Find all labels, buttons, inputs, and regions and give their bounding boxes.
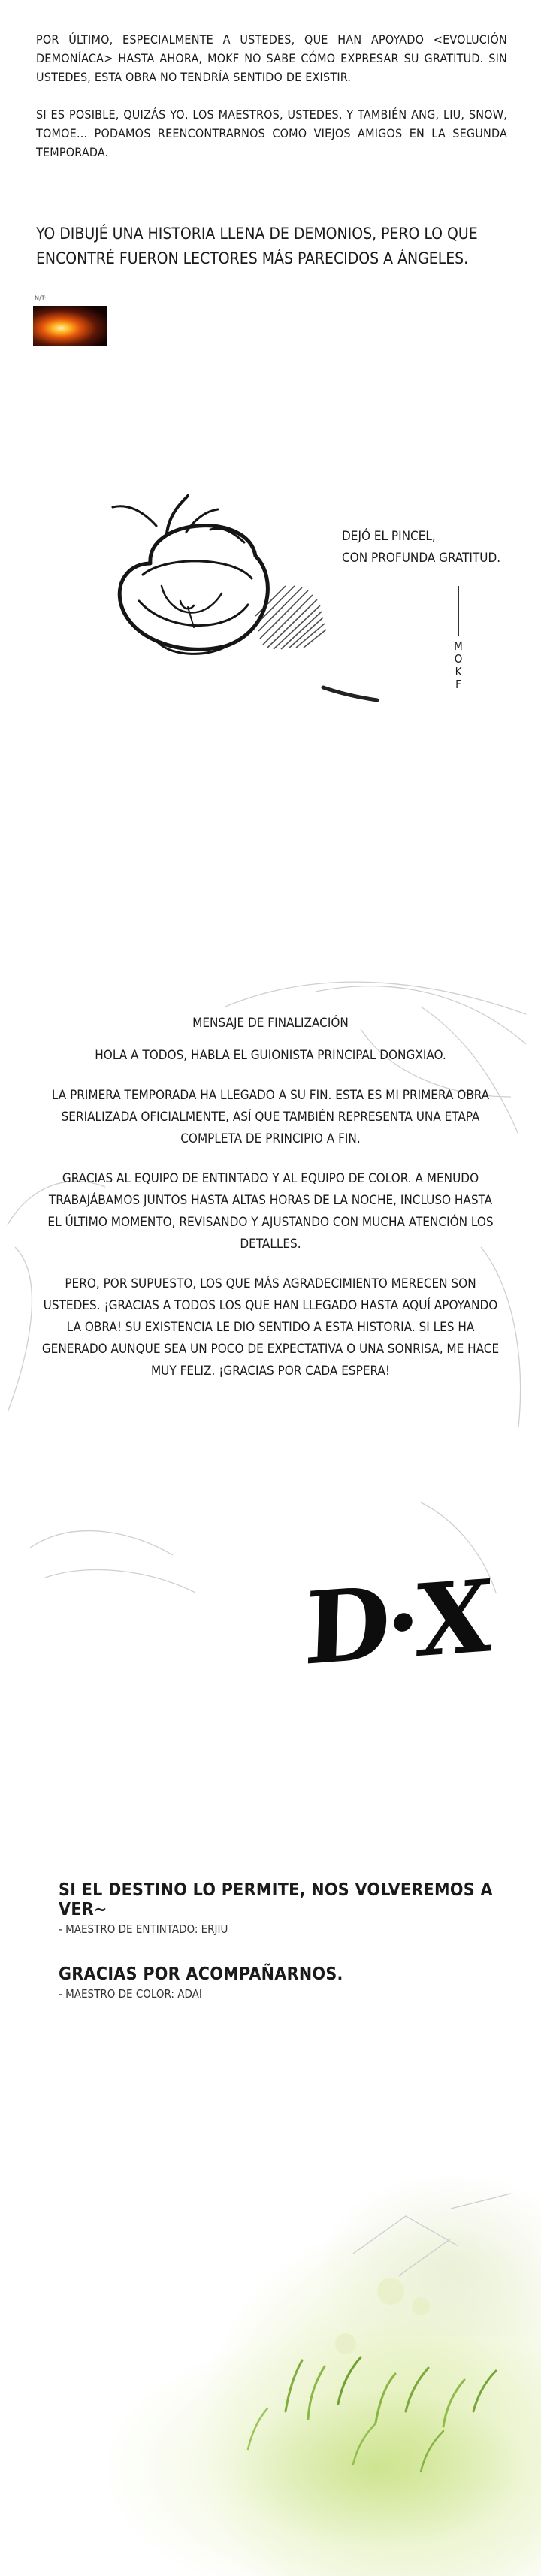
- credits-section: [59, 1880, 517, 2001]
- credit-heading: SI EL DESTINO LO PERMITE, NOS VOLVEREMOS A VER~: [59, 1880, 493, 1919]
- credit-block: [59, 1880, 517, 1936]
- artist-name-vertical: [449, 640, 467, 691]
- credit-role: - MAESTRO DE ENTINTADO: ERJIU: [59, 1922, 228, 1936]
- artist-signoff: [342, 526, 500, 569]
- artist-name-letter: O: [454, 652, 463, 666]
- finale-title: MENSAJE DE FINALIZACIÓN: [192, 1016, 349, 1031]
- fire-thumbnail: [33, 306, 107, 346]
- watercolor-grass-painting: [0, 2164, 541, 2576]
- letter-paragraph: POR ÚLTIMO, ESPECIALMENTE A USTEDES, QUE HAN APOYADO <EVOLUCIÓN DEMONÍACA> HASTA AHORA, MOKF NO SABE CÓMO EXPRESAR SU GRATITUD. SIN USTEDES, ESTA OBRA NO TENDRÍA SENTIDO DE EXISTIR.: [36, 32, 507, 84]
- artist-name-letter: K: [455, 665, 462, 678]
- signoff-divider: [458, 586, 459, 636]
- signoff-line: DEJÓ EL PINCEL,: [342, 529, 436, 544]
- grass-strokes: [0, 2164, 541, 2576]
- finale-paragraph: PERO, POR SUPUESTO, LOS QUE MÁS AGRADECIMIENTO MERECEN SON USTEDES. ¡GRACIAS A TODOS LOS QUE HAN LLEGADO HASTA AQUÍ APOYANDO LA OBRA! SU EXISTENCIA LE DIO SENTIDO A ESTA HISTORIA. SI LES HA GENERADO AUNQUE SEA UN POCO DE EXPECTATIVA O UNA SONRISA, ME HACE MUY FELIZ. ¡GRACIAS POR CADA ESPERA!: [41, 1276, 500, 1379]
- closing-statement: [36, 222, 517, 271]
- dx-signature-logo: D·X: [302, 1558, 491, 1688]
- signoff-line: CON PROFUNDA GRATITUD.: [342, 551, 501, 566]
- credit-role: - MAESTRO DE COLOR: ADAI: [59, 1987, 202, 2001]
- closing-line: YO DIBUJÉ UNA HISTORIA LLENA DE DEMONIOS, PERO LO QUE ENCONTRÉ FUERON LECTORES MÁS PARECIDOS A ÁNGELES.: [36, 225, 478, 267]
- finale-paragraph: LA PRIMERA TEMPORADA HA LLEGADO A SU FIN. ESTA ES MI PRIMERA OBRA SERIALIZADA OFICIALMENTE, ASÍ QUE TAMBIÉN REPRESENTA UNA ETAPA COMPLETA DE PRINCIPIO A FIN.: [51, 1088, 490, 1146]
- letter-paragraph: SI ES POSIBLE, QUIZÁS YO, LOS MAESTROS, USTEDES, Y TAMBIÉN ANG, LIU, SNOW, TOMOE... PODAMOS REENCONTRARNOS COMO VIEJOS AMIGOS EN LA SEGUNDA TEMPORADA.: [36, 107, 507, 159]
- credit-block: [59, 1964, 517, 2001]
- finale-greeting: HOLA A TODOS, HABLA EL GUIONISTA PRINCIPAL DONGXIAO.: [95, 1048, 446, 1063]
- artist-name-letter: M: [454, 639, 463, 653]
- translator-note-label: N/T:: [35, 295, 47, 303]
- credit-heading: GRACIAS POR ACOMPAÑARNOS.: [59, 1964, 343, 1984]
- intro-letter: [36, 30, 507, 162]
- finale-paragraph: GRACIAS AL EQUIPO DE ENTINTADO Y AL EQUIPO DE COLOR. A MENUDO TRABAJÁBAMOS JUNTOS HASTA ALTAS HORAS DE LA NOCHE, INCLUSO HASTA EL ÚLTIMO MOMENTO, REVISANDO Y AJUSTANDO CON MUCHA ATENCIÓN LOS DETALLES.: [47, 1171, 494, 1252]
- artist-name-letter: F: [455, 678, 461, 691]
- chibi-sketch-drawing: [98, 473, 383, 721]
- finale-message: [38, 1013, 503, 1382]
